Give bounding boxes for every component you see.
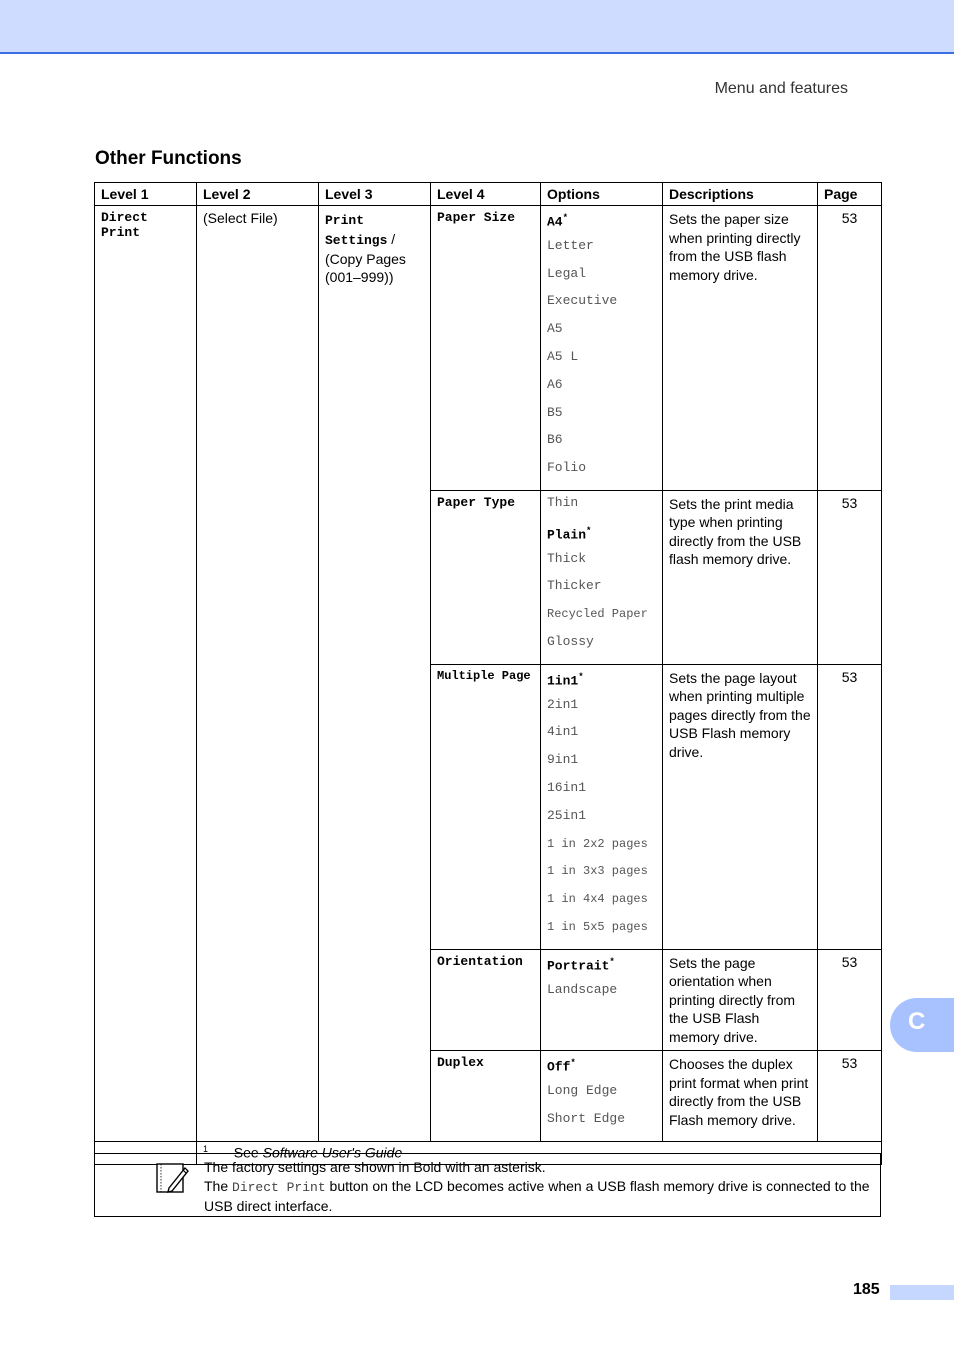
- level2-cell: (Select File): [197, 206, 319, 1142]
- option-item: Landscape: [547, 981, 618, 997]
- option-item: B5: [547, 404, 563, 420]
- footnote-prefix: See: [233, 1144, 263, 1161]
- default-option: Plain*: [547, 525, 592, 543]
- option-item: Long Edge: [547, 1083, 618, 1099]
- options-cell: [541, 949, 663, 1051]
- default-option: Portrait*: [547, 956, 615, 974]
- options-cell: [541, 490, 663, 664]
- menu-table: [94, 182, 882, 1165]
- level4-cell: Duplex: [431, 1051, 541, 1141]
- description-cell: Sets the print media type when printing directly from the USB flash memory drive.: [663, 490, 818, 664]
- asterisk-mark: *: [562, 213, 569, 223]
- note-pencil-icon: [155, 1160, 189, 1194]
- page-cell: 53: [818, 490, 882, 664]
- footnote-italic: Software User's Guide: [262, 1144, 403, 1161]
- level4-cell: Paper Type: [431, 490, 541, 664]
- description-cell: Sets the page orientation when printing directly from the USB Flash memory drive.: [663, 949, 818, 1051]
- option-item: 1 in 5x5 pages: [547, 919, 648, 934]
- option-item: 1 in 4x4 pages: [547, 892, 648, 907]
- header-level3: Level 3: [319, 183, 431, 206]
- option-item: 9in1: [547, 752, 579, 768]
- level3-cell: [319, 206, 431, 1142]
- level3-separator: /: [387, 231, 396, 247]
- header-page: Page: [818, 183, 882, 206]
- header-level4: Level 4: [431, 183, 541, 206]
- option-item: Glossy: [547, 633, 594, 649]
- asterisk-mark: *: [609, 956, 615, 967]
- page-number: 185: [853, 1281, 880, 1298]
- note-box: [94, 1153, 881, 1217]
- asterisk-mark: *: [578, 671, 584, 682]
- page-cell: 53: [818, 664, 882, 949]
- option-item: Thicker: [547, 578, 602, 594]
- option-item: A6: [547, 376, 563, 392]
- header-level1: Level 1: [95, 183, 197, 206]
- level4-cell: Multiple Page: [431, 664, 541, 949]
- options-cell: [541, 206, 663, 491]
- header-band: [0, 0, 954, 54]
- note-line2: The Direct Print button on the LCD becomes active when a USB flash memory drive is connected to the USB direct interface.: [204, 1177, 870, 1214]
- option-item: 4in1: [547, 724, 579, 740]
- option-item: Executive: [547, 293, 618, 309]
- note-line1: The factory settings are shown in Bold with an asterisk.: [204, 1159, 546, 1175]
- table-row: [95, 206, 882, 491]
- options-cell: [541, 1051, 663, 1141]
- option-item: B6: [547, 432, 563, 448]
- table-header-row: [95, 183, 882, 206]
- option-item: Recycled Paper: [547, 607, 648, 622]
- description-cell: Sets the paper size when printing directly from the USB flash memory drive.: [663, 206, 818, 491]
- page-bar: [890, 1285, 954, 1300]
- page-cell: 53: [818, 949, 882, 1051]
- description-cell: Sets the page layout when printing multiple pages directly from the USB Flash memory drive.: [663, 664, 818, 949]
- note-text: [204, 1158, 874, 1216]
- section-title: Other Functions: [95, 148, 242, 169]
- option-item: 16in1: [547, 779, 587, 795]
- option-item: Short Edge: [547, 1110, 626, 1126]
- level3-bold: Print Settings: [325, 213, 388, 248]
- level4-cell: Paper Size: [431, 206, 541, 491]
- level3-rest: (Copy Pages (001–999)): [325, 251, 406, 285]
- option-item: A5 L: [547, 348, 579, 364]
- asterisk-mark: *: [570, 1058, 576, 1069]
- description-cell: Chooses the duplex print format when print directly from the USB Flash memory drive.: [663, 1051, 818, 1141]
- option-item: Thin: [547, 494, 579, 510]
- option-item: 1 in 3x3 pages: [547, 864, 648, 879]
- table-body: [95, 206, 882, 1165]
- default-option: Off*: [547, 1058, 576, 1075]
- default-option: 1in1*: [547, 671, 584, 689]
- level4-cell: Orientation: [431, 949, 541, 1051]
- header-level2: Level 2: [197, 183, 319, 206]
- running-header: Menu and features: [714, 80, 848, 97]
- header-descriptions: Descriptions: [663, 183, 818, 206]
- option-item: Legal: [547, 265, 587, 281]
- direct-print-label: Direct Print: [232, 1179, 326, 1195]
- option-item: 1 in 2x2 pages: [547, 836, 648, 851]
- level1-cell: Direct Print: [95, 206, 197, 1142]
- option-item: Letter: [547, 237, 594, 253]
- page-cell: 53: [818, 206, 882, 491]
- default-option: A4*: [547, 213, 569, 230]
- option-item: A5: [547, 321, 563, 337]
- chapter-tab: C: [890, 998, 954, 1052]
- page-cell: 53: [818, 1051, 882, 1141]
- options-cell: [541, 664, 663, 949]
- option-item: Folio: [547, 460, 587, 476]
- option-item: 2in1: [547, 696, 579, 712]
- footnote-number: 1: [203, 1143, 209, 1154]
- option-item: Thick: [547, 550, 587, 566]
- asterisk-mark: *: [586, 525, 592, 536]
- header-options: Options: [541, 183, 663, 206]
- option-item: 25in1: [547, 807, 587, 823]
